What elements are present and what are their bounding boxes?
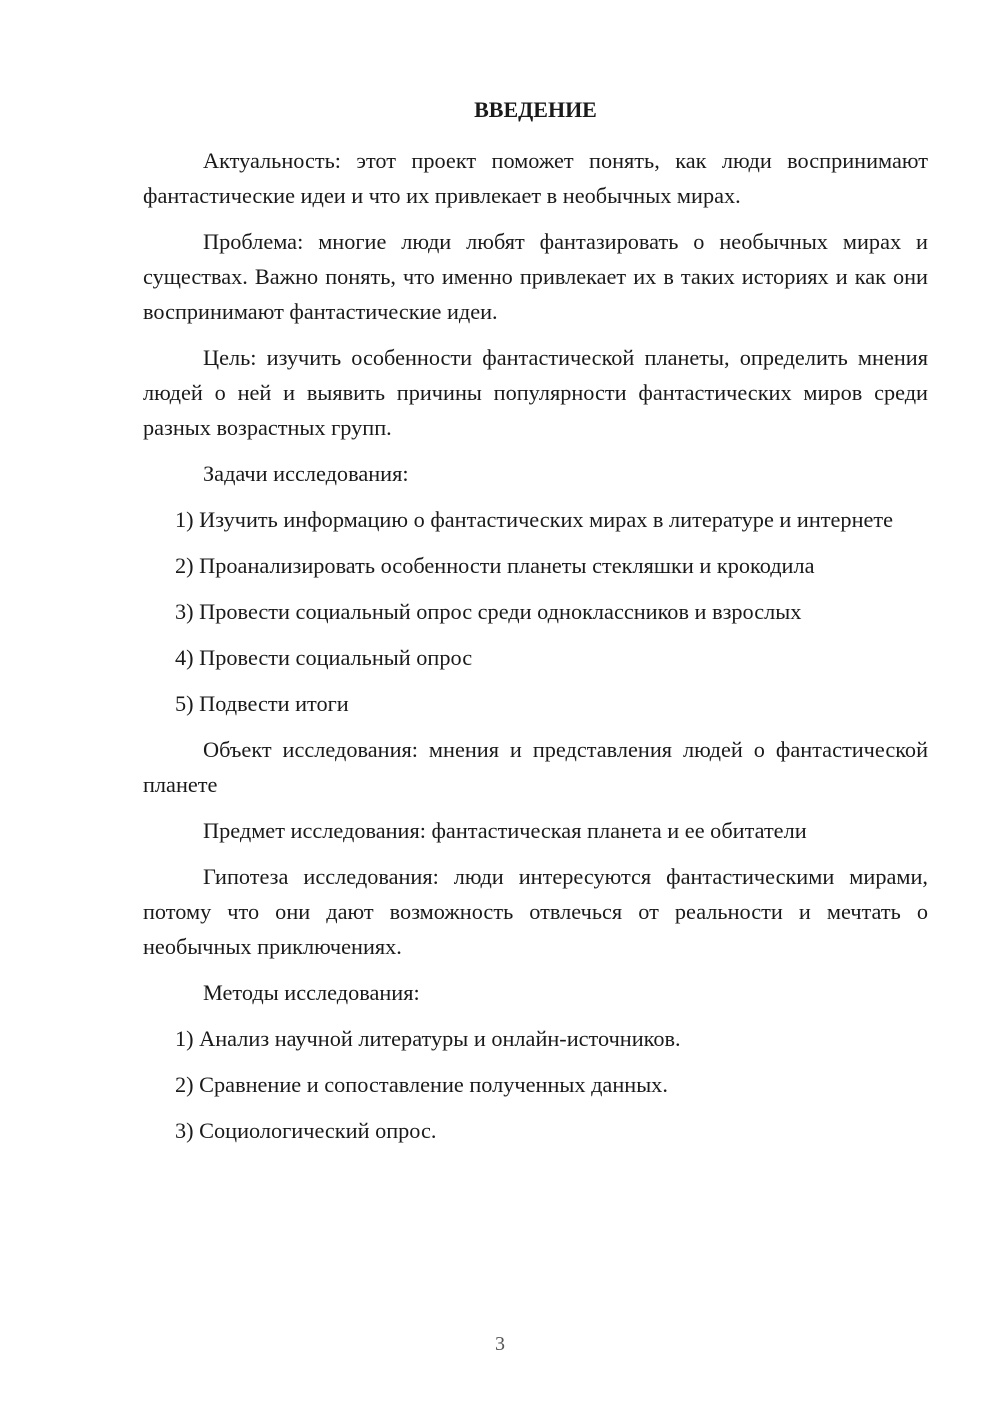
task-item-1: 1) Изучить информацию о фантастических мирах в литературе и интернете bbox=[175, 507, 894, 532]
document-body bbox=[143, 143, 928, 1159]
tasks-heading: Задачи исследования: bbox=[203, 461, 409, 486]
task-item-2: 2) Проанализировать особенности планеты стекляшки и крокодила bbox=[175, 553, 815, 578]
page-number: 3 bbox=[495, 1333, 505, 1355]
relevance-paragraph: Актуальность: этот проект поможет понять, как люди воспринимают фантастические идеи и что их привлекает в необычных мирах. bbox=[143, 148, 928, 208]
goal-paragraph: Цель: изучить особенности фантастической планеты, определить мнения людей о ней и выявить причины популярности фантастических миров среди разных возрастных групп. bbox=[143, 345, 928, 440]
task-item-3: 3) Провести социальный опрос среди одноклассников и взрослых bbox=[175, 599, 802, 624]
methods-heading: Методы исследования: bbox=[203, 980, 420, 1005]
subject-paragraph: Предмет исследования: фантастическая планета и ее обитатели bbox=[203, 818, 807, 843]
problem-paragraph: Проблема: многие люди любят фантазировать о необычных мирах и существах. Важно понять, что именно привлекает их в таких историях и как они воспринимают фантастические идеи. bbox=[143, 229, 928, 324]
object-paragraph: Объект исследования: мнения и представления людей о фантастической планете bbox=[143, 737, 928, 797]
task-item-5: 5) Подвести итоги bbox=[175, 691, 349, 716]
method-item-2: 2) Сравнение и сопоставление полученных данных. bbox=[175, 1072, 668, 1097]
page-title: ВВЕДЕНИЕ bbox=[474, 97, 597, 122]
task-item-4: 4) Провести социальный опрос bbox=[175, 645, 473, 670]
method-item-3: 3) Социологический опрос. bbox=[175, 1118, 437, 1143]
method-item-1: 1) Анализ научной литературы и онлайн-источников. bbox=[175, 1026, 681, 1051]
hypothesis-paragraph: Гипотеза исследования: люди интересуются фантастическими мирами, потому что они дают возможность отвлечься от реальности и мечтать о необычных приключениях. bbox=[143, 864, 928, 959]
